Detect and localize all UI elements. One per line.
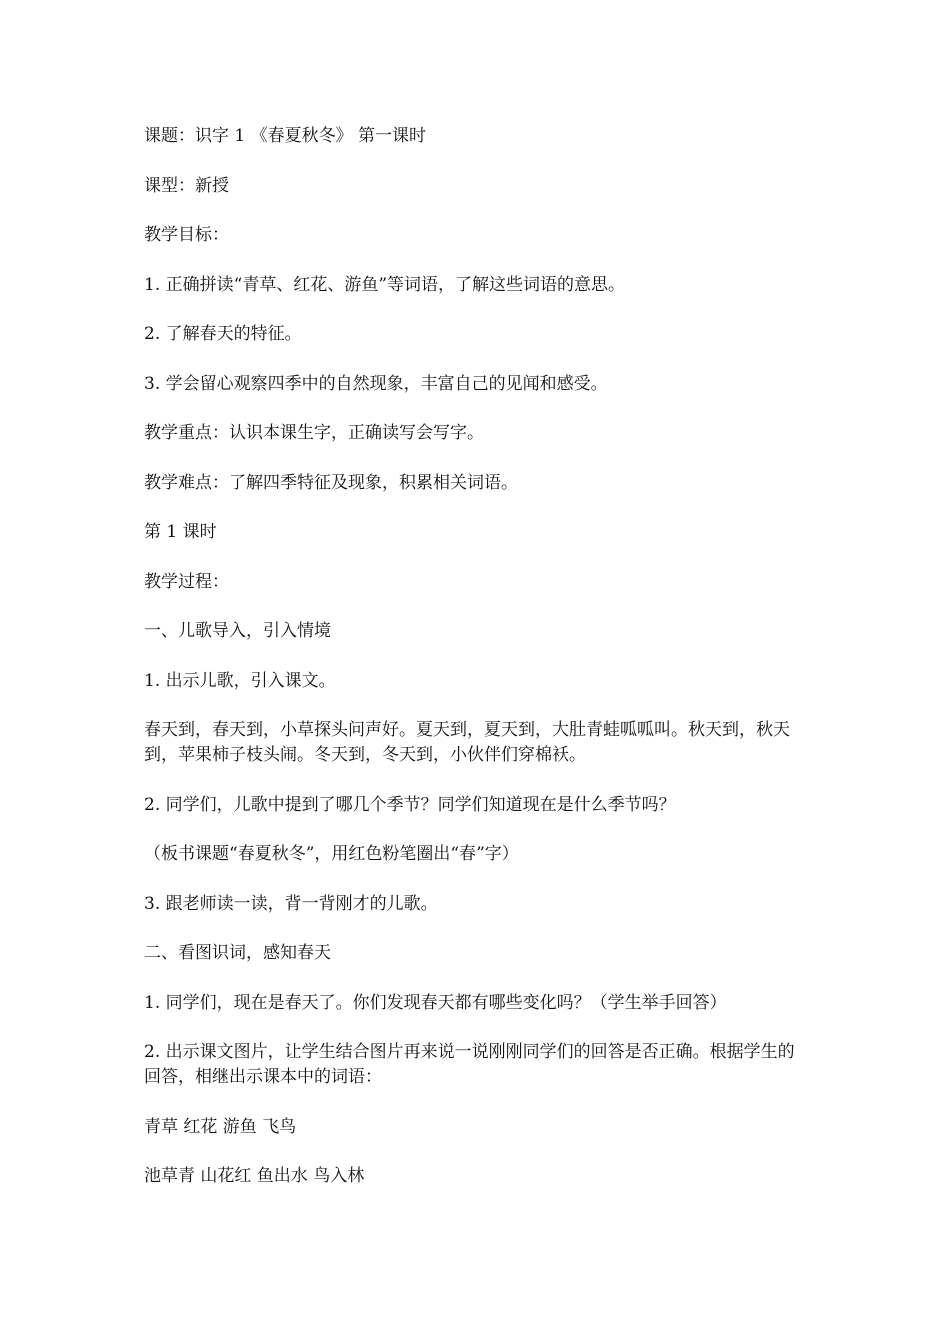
section-1-step-3: 3. 跟老师读一读，背一背刚才的儿歌。: [144, 893, 438, 914]
lesson-title: 课题：识字 1 《春夏秋冬》 第一课时: [144, 126, 427, 146]
key-points: 教学重点：认识本课生字，正确读写会写字。: [144, 423, 484, 443]
section-1-step-1: 1. 出示儿歌，引入课文。: [144, 670, 336, 691]
objective-1: 1. 正确拼读“青草、红花、游鱼”等词语，了解这些词语的意思。: [144, 274, 626, 295]
difficult-points: 教学难点：了解四季特征及现象，积累相关词语。: [144, 472, 518, 493]
section-1-step-2: 2. 同学们，儿歌中提到了哪几个季节？同学们知道现在是什么季节吗？: [144, 794, 676, 815]
nursery-rhyme: 春天到，春天到，小草探头问声好。夏天到，夏天到，大肚青蛙呱呱叫。秋天到，秋天到，苹果柿子枝头闹。冬天到，冬天到，小伙伴们穿棉袄。: [144, 720, 790, 765]
section-2-step-1: 1. 同学们，现在是春天了。你们发现春天都有哪些变化吗？（学生举手回答）: [144, 992, 727, 1013]
lesson-type: 课型：新授: [144, 175, 229, 196]
objective-3: 3. 学会留心观察四季中的自然现象，丰富自己的见闻和感受。: [144, 373, 608, 394]
section-2-step-2: 2. 出示课文图片，让学生结合图片再来说一说刚刚同学们的回答是否正确。根据学生的回答，相继出示课本中的词语：: [144, 1042, 795, 1087]
objectives-heading: 教学目标：: [144, 225, 229, 245]
word-list-1: 青草 红花 游鱼 飞鸟: [144, 1116, 297, 1137]
board-note: （板书课题“春夏秋冬”，用红色粉笔圈出“春”字）: [144, 844, 519, 864]
objective-2: 2. 了解春天的特征。: [144, 324, 302, 344]
document-page: [144, 124, 810, 1214]
section-1-heading: 一、儿歌导入，引入情境: [144, 621, 331, 641]
session-label: 第 1 课时: [144, 522, 217, 542]
process-heading: 教学过程：: [144, 571, 229, 592]
word-list-2: 池草青 山花红 鱼出水 鸟入林: [144, 1166, 365, 1186]
section-2-heading: 二、看图识词，感知春天: [144, 943, 331, 963]
